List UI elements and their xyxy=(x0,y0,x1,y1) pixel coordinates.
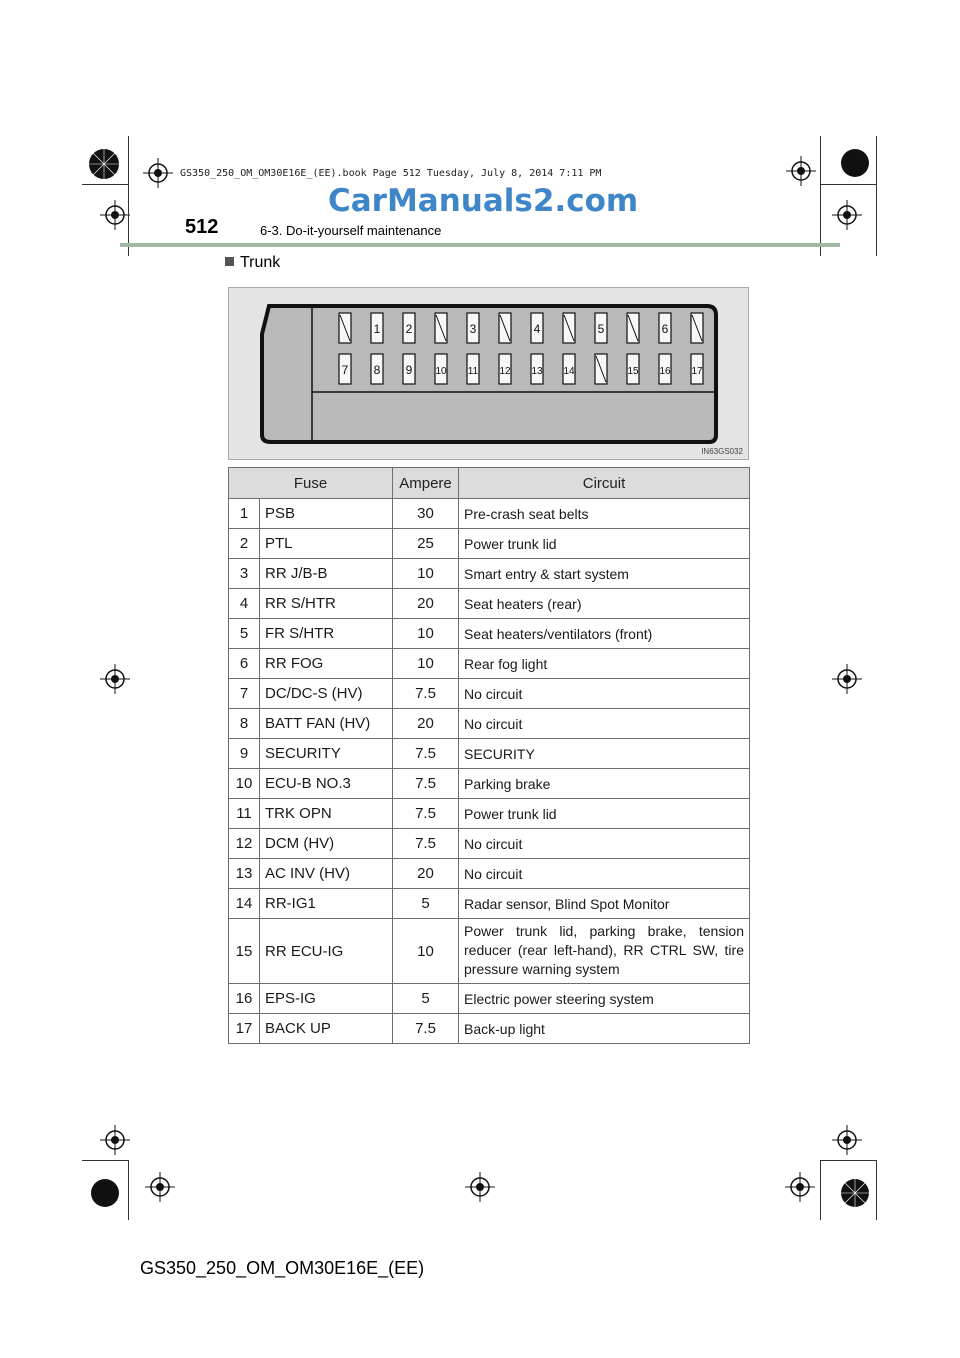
subheading-text: Trunk xyxy=(240,254,281,271)
fuse-slot-label: 16 xyxy=(659,366,671,377)
table-row xyxy=(229,984,750,1014)
table-row xyxy=(229,559,750,589)
fuse-slot-label: 1 xyxy=(373,322,381,336)
crosshair-top-right-lower-icon xyxy=(832,200,862,230)
fuse-name: RR J/B-B xyxy=(260,559,393,589)
fuse-ampere: 10 xyxy=(393,559,459,589)
fuse-circuit: SECURITY xyxy=(459,739,750,769)
fuse-slot-label: 3 xyxy=(469,322,477,336)
crosshair-bottom-center-icon xyxy=(465,1172,495,1202)
fuse-ampere: 7.5 xyxy=(393,799,459,829)
crop-line xyxy=(128,1160,129,1220)
crop-line xyxy=(876,136,877,256)
fuse-number: 12 xyxy=(229,829,260,859)
fuse-slot-label: 13 xyxy=(531,366,543,377)
fuse-ampere: 20 xyxy=(393,589,459,619)
registration-mark-top-left-icon xyxy=(86,146,122,182)
fuse-slot-label: 6 xyxy=(661,322,669,336)
crop-line xyxy=(82,184,128,185)
table-row xyxy=(229,889,750,919)
watermark: CarManuals2.com xyxy=(328,183,639,219)
fuse-name: ECU-B NO.3 xyxy=(260,769,393,799)
fuse-circuit: Smart entry & start system xyxy=(459,559,750,589)
fuse-slot-label: 4 xyxy=(533,322,541,336)
fuse-circuit: Power trunk lid xyxy=(459,799,750,829)
subheading xyxy=(225,254,280,272)
crop-line xyxy=(82,1160,128,1161)
table-row xyxy=(229,829,750,859)
fuse-slot-label: 17 xyxy=(691,366,703,377)
registration-mark-bottom-left-icon xyxy=(88,1176,122,1210)
fuse-name: EPS-IG xyxy=(260,984,393,1014)
fuse-name: AC INV (HV) xyxy=(260,859,393,889)
fuse-number: 13 xyxy=(229,859,260,889)
crop-line xyxy=(820,136,821,256)
crosshair-mid-left-icon xyxy=(100,664,130,694)
header-fuse: Fuse xyxy=(229,468,393,499)
fuse-number: 9 xyxy=(229,739,260,769)
crosshair-mid-right-icon xyxy=(832,664,862,694)
fuse-name: BACK UP xyxy=(260,1014,393,1044)
fuse-circuit: Electric power steering system xyxy=(459,984,750,1014)
fuse-name: PSB xyxy=(260,499,393,529)
fuse-slot-label: 14 xyxy=(563,366,575,377)
fuse-circuit: Pre-crash seat belts xyxy=(459,499,750,529)
fuse-circuit: Parking brake xyxy=(459,769,750,799)
crosshair-bottom-left-icon xyxy=(100,1125,130,1155)
crop-line xyxy=(876,1160,877,1220)
crop-line xyxy=(820,1160,821,1220)
fuse-ampere: 7.5 xyxy=(393,739,459,769)
footer-code: GS350_250_OM_OM30E16E_(EE) xyxy=(140,1258,425,1278)
fuse-name: SECURITY xyxy=(260,739,393,769)
fuse-ampere: 10 xyxy=(393,619,459,649)
fuse-slot-label: 10 xyxy=(435,366,447,377)
fuse-circuit: Rear fog light xyxy=(459,649,750,679)
fuse-number: 5 xyxy=(229,619,260,649)
crop-line xyxy=(820,184,876,185)
crosshair-bottom-right-icon xyxy=(832,1125,862,1155)
fuse-number: 7 xyxy=(229,679,260,709)
fuse-circuit: Seat heaters (rear) xyxy=(459,589,750,619)
fuse-ampere: 7.5 xyxy=(393,829,459,859)
fuse-ampere: 7.5 xyxy=(393,769,459,799)
table-row xyxy=(229,499,750,529)
fuse-name: DCM (HV) xyxy=(260,829,393,859)
registration-mark-bottom-right-icon xyxy=(838,1176,872,1210)
fuse-slot-label: 15 xyxy=(627,366,639,377)
table-header-row xyxy=(229,468,750,499)
crop-line xyxy=(128,136,129,256)
crosshair-bottom-left-lower-icon xyxy=(145,1172,175,1202)
table-row xyxy=(229,769,750,799)
table-row xyxy=(229,919,750,984)
fuse-number: 10 xyxy=(229,769,260,799)
crosshair-bottom-right-lower-icon xyxy=(785,1172,815,1202)
fuse-table xyxy=(228,467,750,1044)
fuse-name: BATT FAN (HV) xyxy=(260,709,393,739)
fuse-slot-label: 11 xyxy=(467,366,479,377)
fuse-ampere: 25 xyxy=(393,529,459,559)
fuse-number: 15 xyxy=(229,919,260,984)
fuse-number: 16 xyxy=(229,984,260,1014)
fuse-ampere: 10 xyxy=(393,649,459,679)
table-row xyxy=(229,739,750,769)
fuse-circuit: Radar sensor, Blind Spot Monitor xyxy=(459,889,750,919)
fuse-ampere: 10 xyxy=(393,919,459,984)
table-row xyxy=(229,859,750,889)
fuse-ampere: 7.5 xyxy=(393,1014,459,1044)
page-number: 512 xyxy=(185,216,219,238)
fuse-number: 11 xyxy=(229,799,260,829)
crosshair-top-left-icon xyxy=(143,158,173,188)
fuse-slot-label: 7 xyxy=(341,363,349,377)
print-mark-text: GS350_250_OM_OM30E16E_(EE).book Page 512 Tuesday, July 8, 2014 7:11 PM xyxy=(180,168,602,179)
fuse-number: 14 xyxy=(229,889,260,919)
fuse-number: 3 xyxy=(229,559,260,589)
table-row xyxy=(229,529,750,559)
table-row xyxy=(229,619,750,649)
fuse-number: 2 xyxy=(229,529,260,559)
crosshair-top-right-icon xyxy=(786,156,816,186)
crosshair-top-left-lower-icon xyxy=(100,200,130,230)
table-row xyxy=(229,799,750,829)
fuse-circuit: Power trunk lid xyxy=(459,529,750,559)
table-row xyxy=(229,679,750,709)
fuse-ampere: 20 xyxy=(393,709,459,739)
fuse-circuit: No circuit xyxy=(459,829,750,859)
fuse-circuit: No circuit xyxy=(459,859,750,889)
registration-mark-top-right-icon xyxy=(838,146,872,180)
header-ampere: Ampere xyxy=(393,468,459,499)
fuse-number: 6 xyxy=(229,649,260,679)
fuse-circuit: Seat heaters/ventilators (front) xyxy=(459,619,750,649)
header-rule xyxy=(120,243,840,247)
fuse-name: RR FOG xyxy=(260,649,393,679)
diagram-code: IN63GS032 xyxy=(701,447,743,456)
fuse-slot-label: 12 xyxy=(499,366,511,377)
fuse-circuit: No circuit xyxy=(459,709,750,739)
fuse-name: FR S/HTR xyxy=(260,619,393,649)
table-row xyxy=(229,1014,750,1044)
fuse-number: 1 xyxy=(229,499,260,529)
fuse-name: TRK OPN xyxy=(260,799,393,829)
fuse-ampere: 5 xyxy=(393,984,459,1014)
header-circuit: Circuit xyxy=(459,468,750,499)
fuse-name: RR ECU-IG xyxy=(260,919,393,984)
fuse-name: PTL xyxy=(260,529,393,559)
table-row xyxy=(229,589,750,619)
fuse-name: RR S/HTR xyxy=(260,589,393,619)
fuse-name: DC/DC-S (HV) xyxy=(260,679,393,709)
fuse-slot-label: 5 xyxy=(597,322,605,336)
fuse-number: 8 xyxy=(229,709,260,739)
fuse-slot-label: 2 xyxy=(405,322,413,336)
fuse-number: 17 xyxy=(229,1014,260,1044)
bullet-square-icon xyxy=(225,257,234,266)
fuse-ampere: 7.5 xyxy=(393,679,459,709)
fuse-box-illustration xyxy=(229,288,750,461)
fuse-name: RR-IG1 xyxy=(260,889,393,919)
fuse-box-diagram xyxy=(228,287,749,460)
fuse-number: 4 xyxy=(229,589,260,619)
fuse-ampere: 5 xyxy=(393,889,459,919)
fuse-circuit: Power trunk lid, parking brake, tension reducer (rear left-hand), RR CTRL SW, tire pressure warning system xyxy=(459,919,750,984)
fuse-slot-label: 8 xyxy=(373,363,381,377)
fuse-slot-label: 9 xyxy=(405,363,413,377)
crop-line xyxy=(820,1160,876,1161)
section-title: 6-3. Do-it-yourself maintenance xyxy=(260,223,442,238)
fuse-ampere: 30 xyxy=(393,499,459,529)
fuse-ampere: 20 xyxy=(393,859,459,889)
table-row xyxy=(229,709,750,739)
fuse-circuit: No circuit xyxy=(459,679,750,709)
table-row xyxy=(229,649,750,679)
fuse-circuit: Back-up light xyxy=(459,1014,750,1044)
